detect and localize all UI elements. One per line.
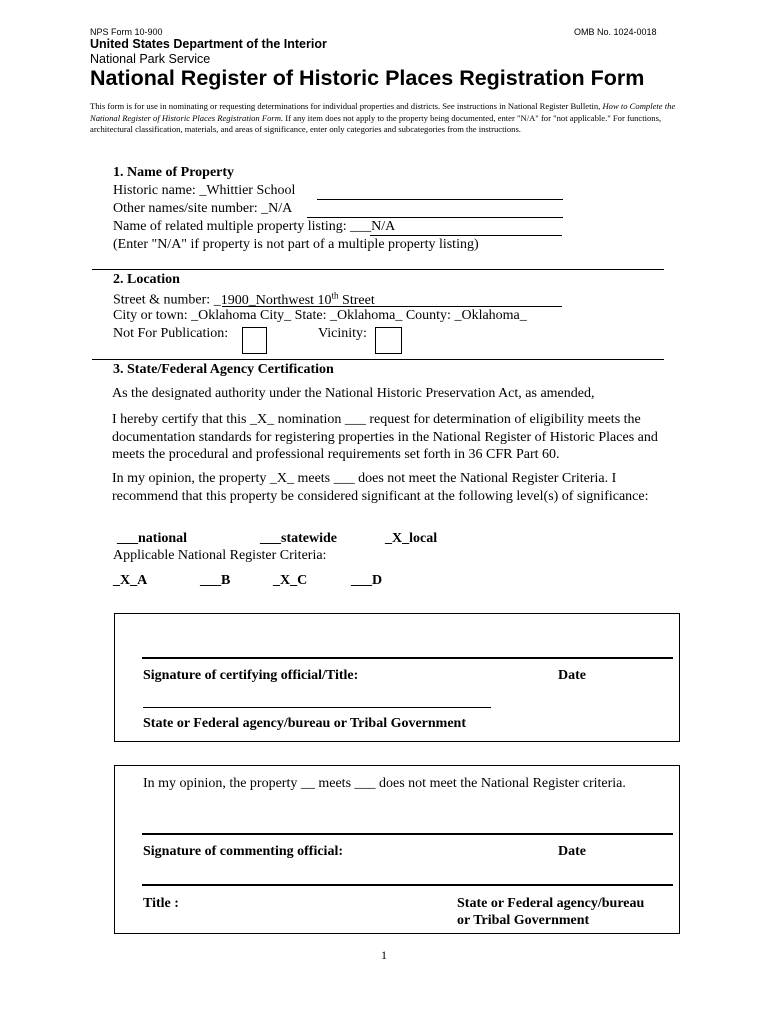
other-names-line <box>307 217 563 218</box>
historic-name-row <box>113 183 295 199</box>
commenting-signature-label: Signature of commenting official: <box>143 844 343 859</box>
authority-text: As the designated authority under the National Historic Preservation Act, as amended, <box>112 386 595 401</box>
section-divider-1 <box>92 269 664 270</box>
certifying-signature-label: Signature of certifying official/Title: <box>143 668 359 683</box>
section-3-heading: 3. State/Federal Agency Certification <box>113 362 334 377</box>
criteria-label: Applicable National Register Criteria: <box>113 548 327 563</box>
not-for-publication-label: Not For Publication: <box>113 326 229 341</box>
page-title: National Register of Historic Places Registration Form <box>90 66 645 90</box>
not-for-publication-checkbox[interactable] <box>242 327 267 354</box>
city-label: City or town: <box>113 308 192 323</box>
level-statewide[interactable]: ___statewide <box>260 531 337 546</box>
commenting-title-label: Title : <box>143 896 179 911</box>
intro-bulletin-title: How to Complete the National Register of Historic Places Registration Form. <box>90 101 676 123</box>
related-listing-label: Name of related multiple property listing: <box>113 219 351 234</box>
omb-number: OMB No. 1024-0018 <box>574 27 657 37</box>
county-label: County: <box>402 308 455 323</box>
section-1-heading: 1. Name of Property <box>113 165 235 180</box>
commenting-date-label: Date <box>558 844 586 859</box>
related-listing-row <box>113 219 395 235</box>
level-national[interactable]: ___national <box>117 531 188 546</box>
criteria-c[interactable]: _X_C <box>273 573 308 588</box>
other-names-label: Other names/site number: <box>113 201 262 216</box>
commenting-agency-line1: State or Federal agency/bureau <box>457 896 645 911</box>
level-local[interactable]: _X_local <box>385 531 438 546</box>
criteria-b[interactable]: ___B <box>200 573 231 588</box>
commenting-title-line[interactable] <box>142 884 673 886</box>
city-value[interactable]: _Oklahoma City_ <box>191 308 292 323</box>
intro-paragraph <box>90 101 682 136</box>
historic-name-value[interactable]: _Whittier School <box>199 183 296 198</box>
vicinity-label: Vicinity: <box>318 326 367 341</box>
state-label: State: <box>291 308 330 323</box>
certifying-signature-line[interactable] <box>142 657 673 659</box>
section-2-heading: 2. Location <box>113 272 180 287</box>
commenting-signature-line[interactable] <box>142 833 673 835</box>
historic-name-label: Historic name: <box>113 183 200 198</box>
criteria-a[interactable]: _X_A <box>113 573 148 588</box>
criteria-d[interactable]: ___D <box>351 573 383 588</box>
commenting-agency-line2: or Tribal Government <box>457 913 590 928</box>
section-divider-2 <box>92 359 664 360</box>
vicinity-checkbox[interactable] <box>375 327 402 354</box>
certifying-agency-line[interactable] <box>143 707 491 708</box>
related-listing-value[interactable]: ___N/A <box>350 219 396 234</box>
certifying-date-label: Date <box>558 668 586 683</box>
intro-text-part2: If any item does not apply to the property being documented, enter "N/A" for "not applicable." For functions, architectural classification, materials, and areas of significance, enter only categories and subcategories from the instructions. <box>90 112 662 135</box>
state-value[interactable]: _Oklahoma_ <box>330 308 403 323</box>
county-value[interactable]: _Oklahoma_ <box>454 308 527 323</box>
opinion-text: In my opinion, the property _X_ meets ___ does not meet the National Register Criteria. I recommend that this property be considered significant at the following level(s) of significance: <box>112 471 649 504</box>
related-listing-line <box>370 235 562 236</box>
commenting-opinion-text: In my opinion, the property __ meets ___ does not meet the National Register criteria. <box>143 776 626 791</box>
street-label: Street & number: <box>113 292 214 308</box>
street-ordinal: th <box>331 290 339 300</box>
street-suffix: Street <box>338 292 375 308</box>
related-listing-note: (Enter "N/A" if property is not part of a multiple property listing) <box>113 237 479 252</box>
department-name: United States Department of the Interior <box>90 37 327 51</box>
city-row <box>113 308 527 324</box>
other-names-value[interactable]: _N/A <box>261 201 293 216</box>
street-line <box>222 306 562 307</box>
form-number: NPS Form 10-900 <box>90 27 163 37</box>
certifying-agency-label: State or Federal agency/bureau or Tribal Government <box>143 716 467 731</box>
historic-name-line <box>317 199 563 200</box>
other-names-row <box>113 201 292 217</box>
page-number: 1 <box>381 948 387 962</box>
intro-text-part1: This form is for use in nominating or requesting determinations for individual properties and districts. See instructions in National Register Bulletin, <box>90 101 601 111</box>
certify-text: I hereby certify that this _X_ nomination ___ request for determination of eligibility meets the documentation standards for registering properties in the National Register of Historic Places and meets the procedural and professional requirements set forth in 36 CFR Part 60. <box>112 412 658 462</box>
service-name: National Park Service <box>90 52 211 66</box>
street-number-text: _1900_Northwest 10 <box>213 292 332 308</box>
